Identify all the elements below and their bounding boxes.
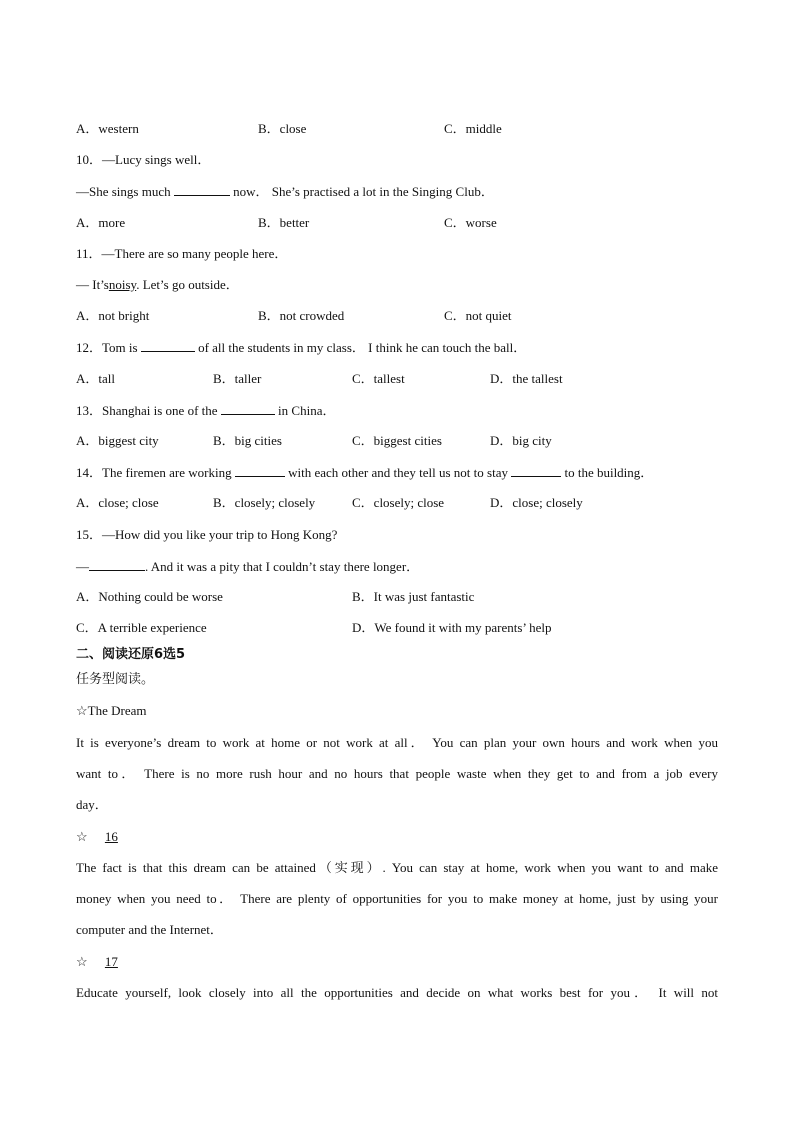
q12-option-d: D．the tallest	[490, 371, 563, 386]
paragraph-1-line: day．	[76, 797, 108, 812]
q15-reply-pre: —	[76, 559, 89, 574]
q13-stem-pre: 13．Shanghai is one of the	[76, 403, 218, 418]
q15-option-d: D．We found it with my parents’ help	[352, 620, 552, 635]
q10-blank	[174, 183, 230, 196]
paragraph-1	[76, 727, 718, 820]
q14-option-d: D．close; closely	[490, 495, 583, 510]
star-icon: ☆	[76, 954, 88, 969]
q15-stem: 15．—How did you like your trip to Hong Kong?	[76, 527, 338, 542]
paragraph-1-line: want to． There is no more rush hour and no hours that people waste when they get to and from a job every	[76, 766, 718, 781]
heading-17	[76, 954, 132, 970]
heading-the-dream: ☆The Dream	[76, 703, 147, 718]
q10-reply-post: now． She’s practised a lot in the Singing Club．	[233, 184, 494, 199]
q14-stem-pre: 14．The firemen are working	[76, 465, 232, 480]
q10-reply-pre: —She sings much	[76, 184, 171, 199]
q13-option-d: D．big city	[490, 433, 552, 448]
q11-option-c: C．not quiet	[444, 308, 512, 323]
q9-option-a: A．western	[76, 121, 139, 136]
q14-stem	[76, 464, 653, 481]
paragraph-3	[76, 977, 718, 1008]
q10-reply	[76, 183, 494, 200]
q15-option-c: C．A terrible experience	[76, 620, 207, 635]
q12-option-b: B．taller	[213, 371, 262, 386]
q14-blank-2	[511, 464, 561, 477]
q13-option-b: B．big cities	[213, 433, 282, 448]
q9-option-c: C．middle	[444, 121, 502, 136]
q11-reply-pre: — It’s	[76, 277, 109, 292]
q10-option-c: C．worse	[444, 215, 497, 230]
q11-underlined-word: noisy	[108, 277, 137, 292]
q14-stem-post: to the building．	[564, 465, 654, 480]
paragraph-2	[76, 852, 718, 945]
q12-blank	[141, 339, 195, 352]
q13-stem	[76, 402, 335, 419]
q15-reply	[76, 558, 419, 575]
q12-stem-post: of all the students in my class． I think he can touch the ball．	[198, 340, 527, 355]
q9-option-b: B．close	[258, 121, 307, 136]
section-title: 二、阅读还原6选5	[76, 647, 186, 662]
q15-blank	[89, 558, 145, 571]
q15-reply-post: . And it was a pity that I couldn’t stay there longer．	[145, 559, 420, 574]
q13-option-c: C．biggest cities	[352, 433, 442, 448]
q10-stem: 10．—Lucy sings well．	[76, 152, 211, 167]
q12-stem-pre: 12．Tom is	[76, 340, 138, 355]
q12-option-a: A．tall	[76, 371, 115, 386]
section-subtitle: 任务型阅读。	[76, 672, 155, 687]
q10-option-a: A．more	[76, 215, 126, 230]
paragraph-3-line: Educate yourself, look closely into all the opportunities and decide on what works best for you． It will not	[76, 985, 718, 1000]
q14-blank-1	[235, 464, 285, 477]
heading-16	[76, 829, 132, 845]
q13-option-a: A．biggest city	[76, 433, 159, 448]
paragraph-2-line: money when you need to． There are plenty of opportunities for you to make money at home, just by using your	[76, 891, 718, 906]
star-icon: ☆	[76, 829, 88, 844]
q14-option-a: A．close; close	[76, 495, 159, 510]
paragraph-1-line: It is everyone’s dream to work at home or not work at all． You can plan your own hours and work when you	[76, 735, 718, 750]
blank-16: 16	[104, 829, 118, 844]
q11-reply-post: . Let’s go outside．	[136, 277, 239, 292]
q13-blank	[221, 402, 275, 415]
q10-option-b: B．better	[258, 215, 310, 230]
q12-option-c: C．tallest	[352, 371, 405, 386]
q11-option-a: A．not bright	[76, 308, 150, 323]
paragraph-2-line: computer and the Internet．	[76, 922, 223, 937]
q15-option-a: A．Nothing could be worse	[76, 589, 223, 604]
q12-stem	[76, 339, 526, 356]
q15-option-b: B．It was just fantastic	[352, 589, 475, 604]
q14-option-c: C．closely; close	[352, 495, 445, 510]
blank-17: 17	[104, 954, 118, 969]
paragraph-2-line: The fact is that this dream can be attained（实现）. You can stay at home, work when you want to and make	[76, 860, 718, 875]
q11-option-b: B．not crowded	[258, 308, 345, 323]
q11-reply	[76, 277, 239, 293]
q11-stem: 11．—There are so many people here．	[76, 246, 288, 261]
q14-option-b: B．closely; closely	[213, 495, 316, 510]
q14-stem-mid: with each other and they tell us not to stay	[288, 465, 508, 480]
q13-stem-post: in China．	[278, 403, 336, 418]
